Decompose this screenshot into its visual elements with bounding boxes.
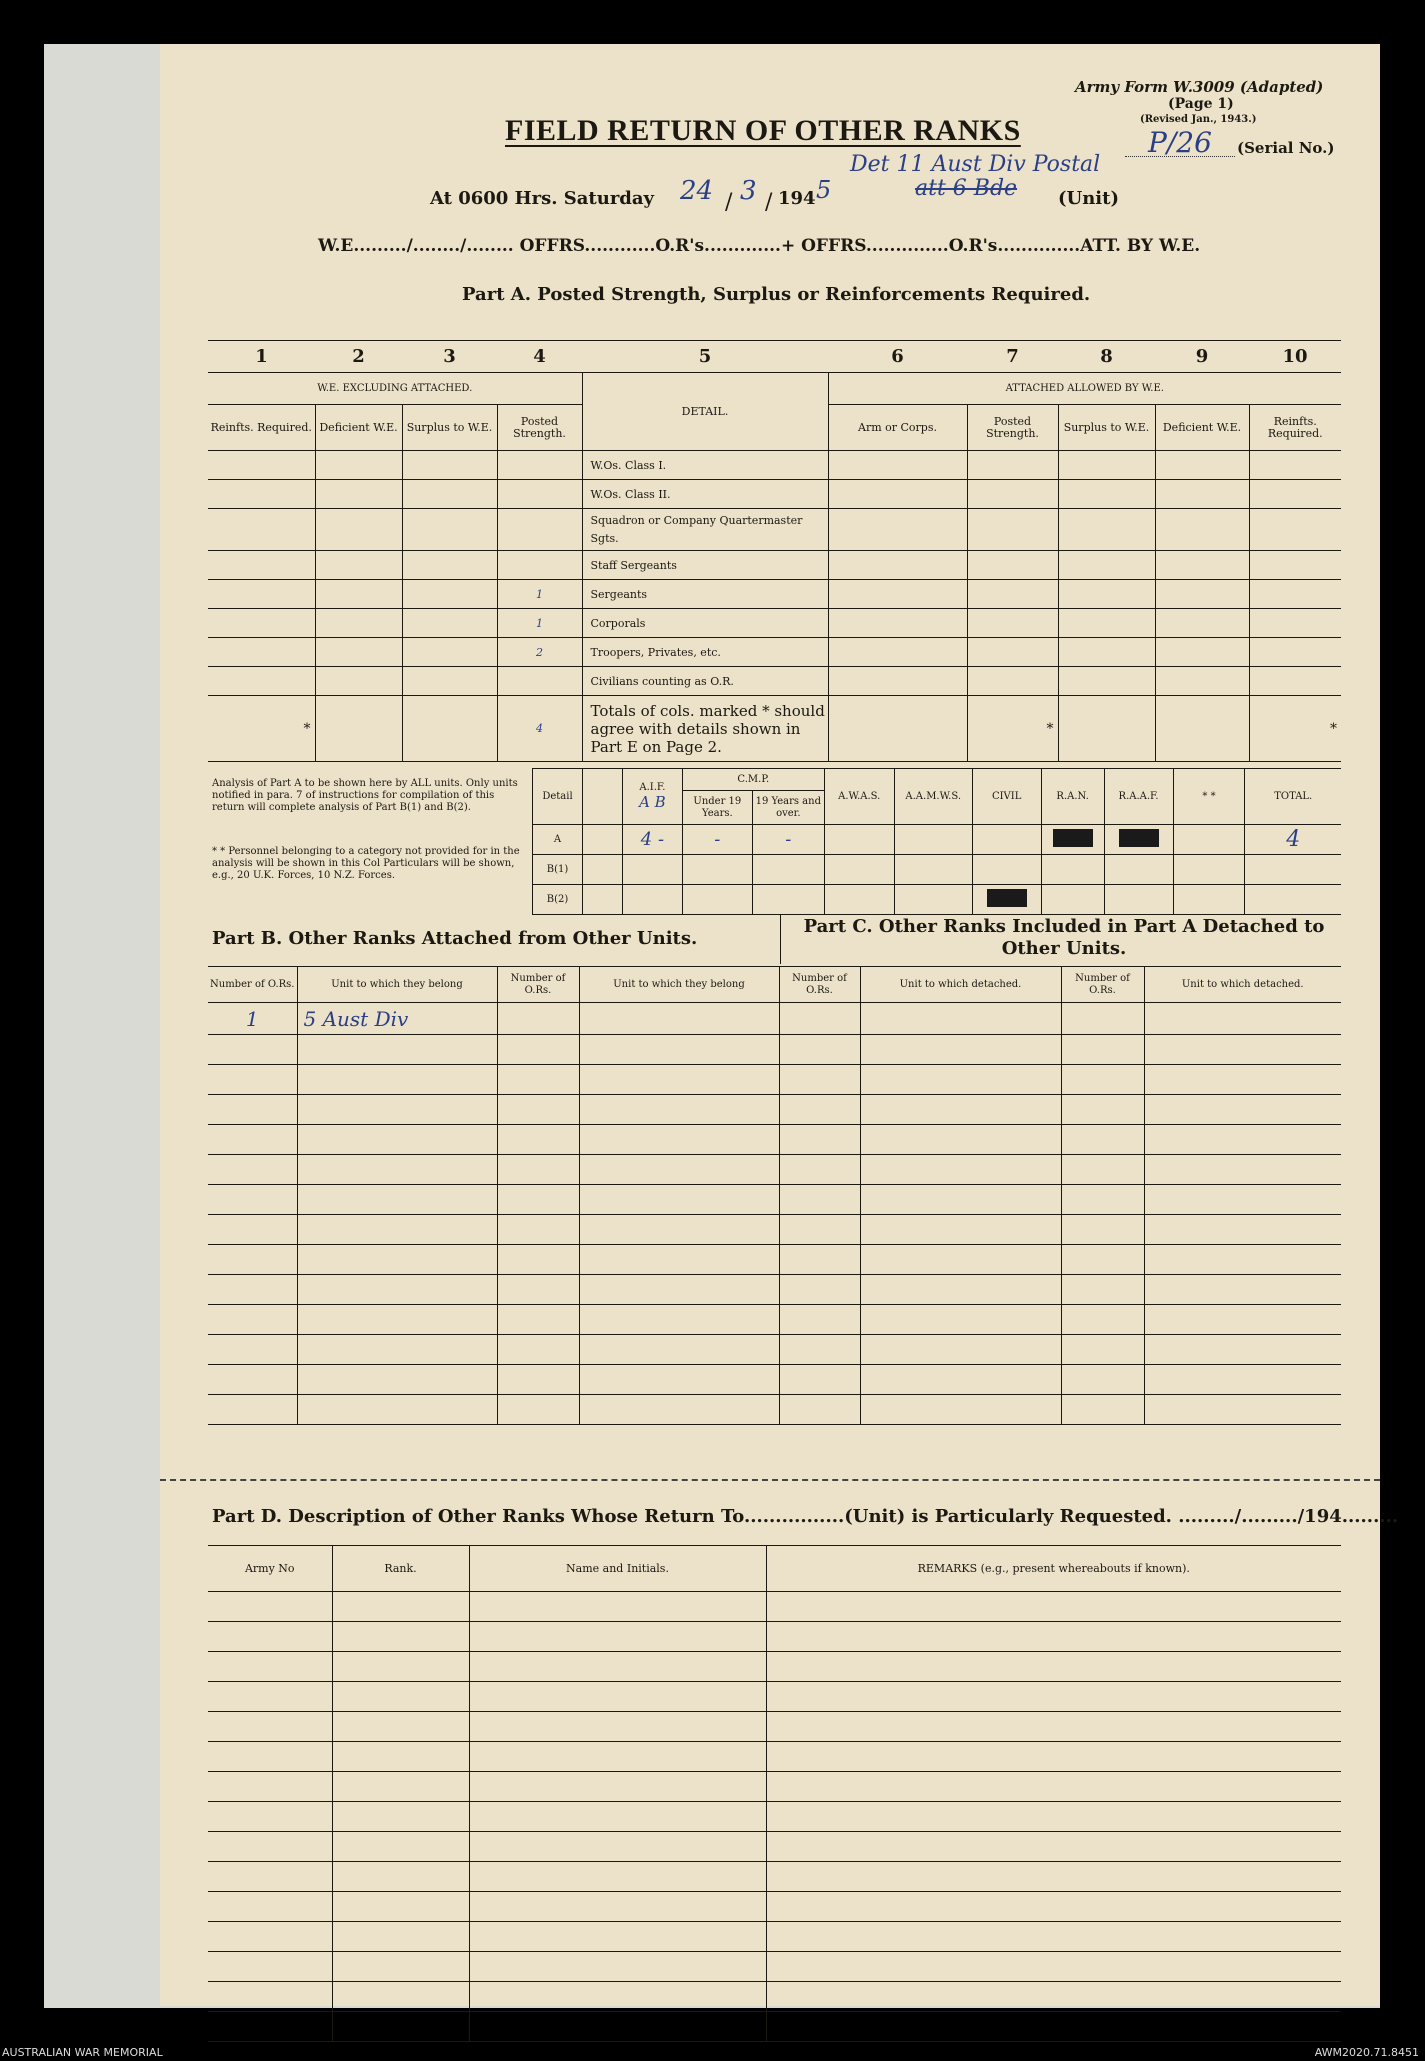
table-row (208, 638, 1341, 667)
table-row (208, 580, 1341, 609)
date-day: 24 (680, 176, 714, 206)
col-num-5: 5 (582, 341, 828, 373)
part-b-title: Part B. Other Ranks Attached from Other Units. (212, 928, 698, 949)
footer-accession: AWM2020.71.8451 (1314, 2046, 1419, 2059)
ran-header: R.A.N. (1041, 769, 1104, 825)
serial-line (1125, 156, 1235, 157)
serial-label: (Serial No.) (1237, 139, 1335, 157)
header-surplus: Surplus to W.E. (402, 405, 497, 451)
col-num-9: 9 (1155, 341, 1249, 373)
star-mark: * (208, 696, 315, 762)
army-no-header: Army No (208, 1546, 332, 1592)
row-a-over-19: - (752, 825, 824, 855)
page-title: FIELD RETURN OF OTHER RANKS (505, 114, 1021, 147)
over-19-header: 19 Years and over. (752, 791, 824, 825)
part-a-table (208, 340, 1341, 762)
row-label: A (533, 825, 583, 855)
col-num-6: 6 (828, 341, 967, 373)
detail-label: Troopers, Privates, etc. (582, 638, 828, 667)
detail-label: W.Os. Class I. (582, 451, 828, 480)
table-row (208, 667, 1341, 696)
header-deficient: Deficient W.E. (315, 405, 402, 451)
c-num-header: Number of O.Rs. (779, 967, 860, 1003)
part-bc-divider (780, 914, 781, 964)
date-year-digit: 5 (816, 176, 832, 204)
civil-header: CIVIL (972, 769, 1041, 825)
c-num-header-2: Number of O.Rs. (1061, 967, 1144, 1003)
posted-cell: 1 (497, 609, 582, 638)
aif-handwritten: A B (639, 793, 666, 811)
posted-cell (497, 551, 582, 580)
detail-label: Corporals (582, 609, 828, 638)
row-a-aif: 4 - (622, 825, 682, 855)
posted-cell (497, 480, 582, 509)
other-header: * * (1173, 769, 1245, 825)
header-reinfts: Reinfts. Required. (208, 405, 315, 451)
b-unit-header-2: Unit to which they belong (579, 967, 779, 1003)
part-bc-table (208, 966, 1341, 1425)
analysis-note-2: * * Personnel belonging to a category not provided for in the analysis will be shown in this Col Particulars will be shown, e.g., 20 U.K. Forces, 10 N.Z. Forces. (212, 846, 520, 881)
unit-label: (Unit) (1058, 188, 1119, 209)
b-num-header: Number of O.Rs. (208, 967, 297, 1003)
detail-header: DETAIL. (582, 373, 828, 451)
totals-posted: 4 (497, 696, 582, 762)
star-mark: * (1249, 696, 1341, 762)
unit-handwritten-line-1: Det 11 Aust Div Postal (850, 152, 1101, 177)
form-id: Army Form W.3009 (Adapted) (1075, 78, 1324, 96)
aif-label: A.I.F. (639, 782, 666, 793)
totals-detail: Totals of cols. marked * should agree with details shown in Part E on Page 2. (582, 696, 828, 762)
detail-label: Staff Sergeants (582, 551, 828, 580)
analysis-row-b2 (533, 885, 1342, 915)
redaction-mark (1119, 829, 1159, 847)
header-att-reinfts: Reinfts. Required. (1249, 405, 1341, 451)
posted-cell: 1 (497, 580, 582, 609)
col-num-2: 2 (315, 341, 402, 373)
revised-date: (Revised Jan., 1943.) (1140, 114, 1257, 125)
table-row (208, 509, 1341, 551)
tear-line (160, 1479, 1380, 1481)
header-att-surplus: Surplus to W.E. (1058, 405, 1155, 451)
column-number-row (208, 341, 1341, 373)
part-a-title: Part A. Posted Strength, Surplus or Reinforcements Required. (462, 284, 1091, 305)
c-unit-header-2: Unit to which detached. (1144, 967, 1341, 1003)
totals-row (208, 696, 1341, 762)
part-c-title: Part C. Other Ranks Included in Part A Detached to Other Units. (803, 916, 1325, 959)
table-row (208, 609, 1341, 638)
we-line: W.E........./......../........ OFFRS............O.R's.............+ OFFRS..............O.R's..............ATT. BY W.E. (318, 236, 1201, 256)
date-slash-2: / (765, 190, 773, 215)
date-slash-1: / (725, 190, 733, 215)
col-num-1: 1 (208, 341, 315, 373)
analysis-row-a (533, 825, 1342, 855)
table-row (208, 480, 1341, 509)
analysis-note-1: Analysis of Part A to be shown here by ALL units. Only units notified in para. 7 of instructions for compilation of this return will complete analysis of Part B(1) and B(2). (212, 778, 518, 813)
at-label: At 0600 Hrs. Saturday (430, 188, 655, 209)
footer-credit: AUSTRALIAN WAR MEMORIAL (2, 2046, 163, 2059)
unit-handwritten-line-2: att 6 Bde (915, 176, 1018, 201)
rank-header: Rank. (332, 1546, 469, 1592)
detail-label: Squadron or Company Quartermaster Sgts. (582, 509, 828, 551)
table-row (208, 1003, 1341, 1035)
header-posted: Posted Strength. (497, 405, 582, 451)
row-label: B(1) (533, 855, 583, 885)
header-att-deficient: Deficient W.E. (1155, 405, 1249, 451)
aif-header (622, 769, 682, 825)
row-a-under-19: - (682, 825, 752, 855)
b-unit-header: Unit to which they belong (297, 967, 497, 1003)
serial-value: P/26 (1148, 126, 1212, 159)
row-a-total: 4 (1245, 825, 1341, 855)
group-attached-allowed: ATTACHED ALLOWED BY W.E. (828, 373, 1341, 405)
header-arm-corps: Arm or Corps. (828, 405, 967, 451)
analysis-row-b1 (533, 855, 1342, 885)
awas-header: A.W.A.S. (824, 769, 894, 825)
row-label: B(2) (533, 885, 583, 915)
col-num-7: 7 (967, 341, 1058, 373)
col-num-3: 3 (402, 341, 497, 373)
part-d-title: Part D. Description of Other Ranks Whose Return To................(Unit) is Particularly Requested. ........./........./194......... (212, 1506, 1399, 1527)
c-unit-header: Unit to which detached. (860, 967, 1061, 1003)
remarks-header: REMARKS (e.g., present whereabouts if known). (766, 1546, 1341, 1592)
posted-cell: 2 (497, 638, 582, 667)
star-mark: * (967, 696, 1058, 762)
detail-label: Sergeants (582, 580, 828, 609)
raaf-header: R.A.A.F. (1104, 769, 1173, 825)
redaction-mark (1053, 829, 1093, 847)
under-19-header: Under 19 Years. (682, 791, 752, 825)
analysis-table (532, 768, 1341, 915)
analysis-detail-header: Detail (533, 769, 583, 825)
posted-cell (497, 451, 582, 480)
date-month: 3 (740, 176, 757, 206)
b-num-header-2: Number of O.Rs. (497, 967, 579, 1003)
posted-cell (497, 509, 582, 551)
cmp-header: C.M.P. (682, 769, 824, 791)
col-num-10: 10 (1249, 341, 1341, 373)
aamws-header: A.A.M.W.S. (894, 769, 972, 825)
date-year-prefix: 194 (778, 188, 816, 209)
header-att-posted: Posted Strength. (967, 405, 1058, 451)
total-header: TOTAL. (1245, 769, 1341, 825)
name-header: Name and Initials. (469, 1546, 766, 1592)
detail-label: W.Os. Class II. (582, 480, 828, 509)
detail-label: Civilians counting as O.R. (582, 667, 828, 696)
b-first-num: 1 (208, 1003, 297, 1035)
page-number: (Page 1) (1168, 96, 1234, 112)
redaction-mark (987, 889, 1027, 907)
col-num-4: 4 (497, 341, 582, 373)
b-first-unit: 5 Aust Div (297, 1003, 497, 1035)
col-num-8: 8 (1058, 341, 1155, 373)
group-we-excluding: W.E. EXCLUDING ATTACHED. (208, 373, 582, 405)
table-row (208, 551, 1341, 580)
part-d-table (208, 1545, 1341, 2042)
posted-cell (497, 667, 582, 696)
table-row (208, 451, 1341, 480)
